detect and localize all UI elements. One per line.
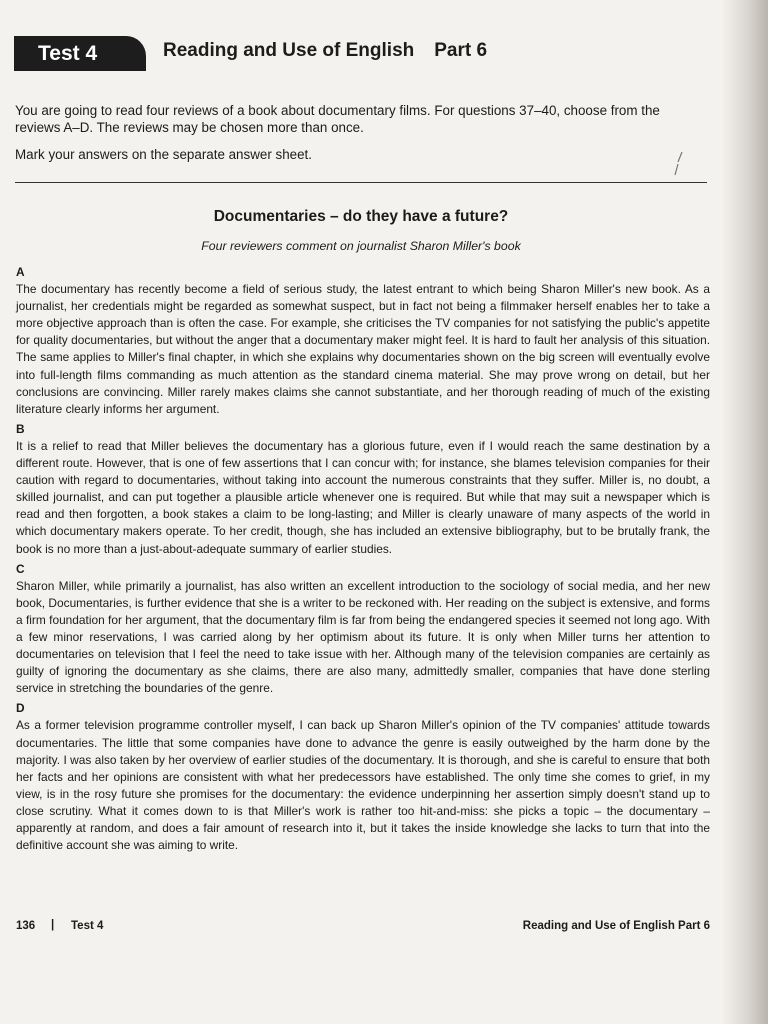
page-shadow-edge [722, 0, 768, 1024]
review-letter: B [16, 421, 25, 436]
footer-test-label: Test 4 [71, 920, 104, 932]
test-badge: Test 4 [14, 36, 146, 71]
review-d [16, 700, 710, 854]
review-text: As a former television programme controller myself, I can back up Sharon Miller's opinion of the TV companies' attitude towards documentaries. The little that some companies have done to advance the genre is easily outweighed by the harm done by the majority. I was also taken by her overview of earlier studies of the documentary. It is thorough, and she is careful to ensure that both her facts and her opinions are consistent with what her predecessors have established. The only time she comes to grief, in my view, is in the rosy future she promises for the documentary: the evidence underpinning her assertion simply doesn't stand up to close scrutiny. What it comes down to is that Miller's work is rather too hit-and-miss: she picks a topic – the documentary – apparently at random, and does a fair amount of research into it, but it takes the inside knowledge she lacks to turn that into the definitive account she was aiming to write. [16, 718, 710, 853]
article-subtitle: Four reviewers comment on journalist Sharon Miller's book [201, 239, 521, 253]
part-label: Part 6 [434, 40, 488, 61]
pen-mark-icon [672, 150, 684, 178]
section-title: Reading and Use of English [163, 40, 415, 61]
review-text: Sharon Miller, while primarily a journalist, has also written an excellent introduction to the sociology of social media, and her new book, Documentaries, is further evidence that she is a writer to be reckoned with. Her reading on the subject is extensive, and forms a firm foundation for her argument, that the documentary film is far from being the endangered species it seemed not long ago. With a few minor reservations, I was carried along by her optimism about its future. It is only when Miller turns her attention to documentaries on television that I feel the need to take issue with her. Although many of the television companies are certainly as guilty of ignoring the documentary as she claims, there are also many, admittedly smaller, companies that have done sterling service in stretching the boundaries of the genre. [16, 578, 710, 696]
review-c [16, 561, 710, 698]
instruction-questions: You are going to read four reviews of a book about documentary films. For questions 37–40, choose from the reviews A–D. The reviews may be chosen more than once. [15, 103, 660, 135]
footer-section-label: Reading and Use of English Part 6 [522, 920, 710, 932]
review-text: It is a relief to read that Miller believes the documentary has a glorious future, even if I would reach the same destination by a different route. However, that is one of few assertions that I can concur with; for instance, she blames television companies for their caution with regard to documentaries, without taking into account the numerous constraints that they suffer. Miller is, no doubt, a skilled journalist, and can put together a plausible article whenever one is required. But while that may suit a newspaper which is read and then forgotten, a book stakes a claim to be long-lasting; and Miller is clearly unaware of many aspects of the world in which documentary makers operate. To her credit, though, she has included an extensive bibliography, but to be brutally frank, the book is no more than a just-about-adequate summary of earlier studies. [16, 438, 710, 556]
page-heading [163, 40, 487, 62]
review-text: The documentary has recently become a field of serious study, the latest entrant to which being Sharon Miller's new book. As a journalist, her credentials might be regarded as somewhat suspect, but in fact not being a filmmaker herself enables her to take a more objective approach than is often the case. For example, she criticises the TV companies for not satisfying the public's appetite for quality documentaries, but without the anger that a documentary maker might feel. It is hard to fault her analysis of this situation. The same applies to Miller's final chapter, in which she explains why documentaries shown on the big screen will eventually evolve into full-length films commanding as much attention as the standard cinema material. She may prove wrong on detail, but her conclusions are convincing. Miller rarely makes claims she cannot substantiate, and her thorough reading of much of the existing literature clearly informs her argument. [16, 282, 710, 416]
page-number: 136 [16, 920, 36, 932]
review-letter: D [16, 701, 25, 716]
divider-rule [15, 182, 707, 183]
footer-divider: | [51, 919, 55, 931]
review-b [16, 421, 710, 558]
review-letter: A [16, 265, 25, 279]
reviews-list [16, 262, 710, 857]
article-title: Documentaries – do they have a future? [213, 208, 509, 225]
instructions [15, 102, 705, 173]
instruction-answer-sheet: Mark your answers on the separate answer sheet. [15, 147, 312, 162]
review-letter: C [16, 561, 25, 576]
review-a [16, 264, 710, 418]
